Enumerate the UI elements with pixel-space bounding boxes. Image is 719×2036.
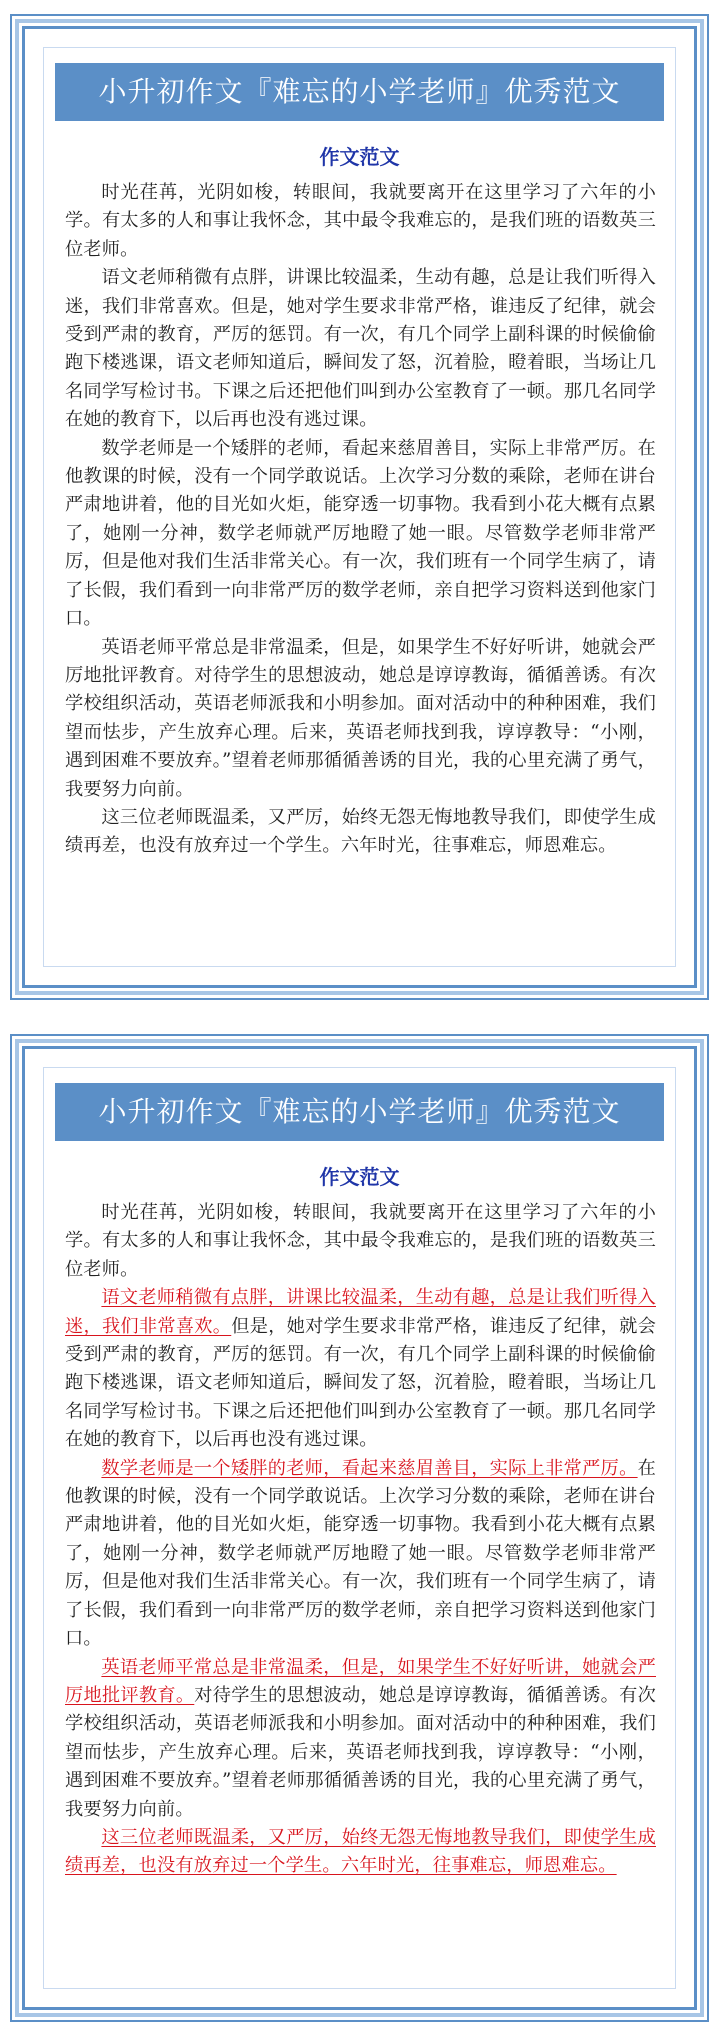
paragraph-chinese-teacher: 语文老师稍微有点胖，讲课比较温柔，生动有趣，总是让我们听得入迷，我们非常喜欢。但是，她对学生要求非常严格，谁违反了纪律，就会受到严肃的教育，严厉的惩罚。有一次，有几个同学上副科课的时候偷偷跑下楼逃课，语文老师知道后，瞬间发了怒，沉着脸，瞪着眼，当场让几名同学写检讨书。下课之后还把他们叫到办公室教育了一顿。那几名同学在她的教育下，以后再也没有逃过课。 — [65, 267, 656, 431]
paragraph-english-teacher: 英语老师平常总是非常温柔，但是，如果学生不好好听讲，她就会严厉地批评教育。对待学生的思想波动，她总是谆谆教诲，循循善诱。有次学校组织活动，英语老师派我和小明参加。面对活动中的种种困难，我们望而怯步，产生放弃心理。后来，英语老师找到我，谆谆教导：“小刚，遇到困难不要放弃。”望着老师那循循善诱的目光，我的心里充满了勇气，我要努力向前。 — [65, 636, 656, 800]
article-body — [65, 1199, 656, 1881]
paragraph-conclusion — [65, 1824, 656, 1881]
paragraph-intro: 时光荏苒，光阴如梭，转眼间，我就要离开在这里学习了六年的小学。有太多的人和事让我怀念，其中最令我难忘的，是我们班的语数英三位老师。 — [65, 182, 656, 260]
article-body — [65, 179, 656, 861]
paragraph-intro: 时光荏苒，光阴如梭，转眼间，我就要离开在这里学习了六年的小学。有太多的人和事让我怀念，其中最令我难忘的，是我们班的语数英三位老师。 — [65, 1202, 656, 1280]
paragraph-chinese-teacher: 语文老师稍微有点胖，讲课比较温柔，生动有趣，总是让我们听得入迷，我们非常喜欢。但是，她对学生要求非常严格，谁违反了纪律，就会受到严肃的教育，严厉的惩罚。有一次，有几个同学上副科课的时候偷偷跑下楼逃课，语文老师知道后，瞬间发了怒，沉着脸，瞪着眼，当场让几名同学写检讨书。下课之后还把他们叫到办公室教育了一顿。那几名同学在她的教育下，以后再也没有逃过课。 — [65, 1287, 656, 1451]
paragraph-conclusion: 这三位老师既温柔，又严厉，始终无怨无悔地教导我们，即使学生成绩再差，也没有放弃过一个学生。六年时光，往事难忘，师恩难忘。 — [65, 806, 656, 857]
key-sentence-highlight: 数学老师是一个矮胖的老师，看起来慈眉善目，实际上非常严厉。 — [101, 1457, 638, 1479]
article-subtitle: 作文范文 — [319, 1165, 400, 1189]
paragraph-math-teacher: 数学老师是一个矮胖的老师，看起来慈眉善目，实际上非常严厉。在他教课的时候，没有一个同学敢说话。上次学习分数的乘除，老师在讲台严肃地讲着，他的目光如火炬，能穿透一切事物。我看到小花大概有点累了，她刚一分神，数学老师就严厉地瞪了她一眼。尽管数学老师非常严厉，但是他对我们生活非常关心。有一次，我们班有一个同学生病了，请了长假，我们看到一向非常严厉的数学老师，亲自把学习资料送到他家门口。 — [65, 437, 656, 630]
article-title: 小升初作文『难忘的小学老师』优秀范文 — [55, 1083, 664, 1141]
paragraph-english-teacher: 英语老师平常总是非常温柔，但是，如果学生不好好听讲，她就会严厉地批评教育。对待学生的思想波动，她总是谆谆教诲，循循善诱。有次学校组织活动，英语老师派我和小明参加。面对活动中的种种困难，我们望而怯步，产生放弃心理。后来，英语老师找到我，谆谆教导：“小刚，遇到困难不要放弃。”望着老师那循循善诱的目光，我的心里充满了勇气，我要努力向前。 — [65, 1656, 656, 1820]
article-subtitle: 作文范文 — [319, 145, 400, 169]
article-card-annotated — [22, 1046, 697, 2010]
key-sentence-highlight: 英语老师平常总是非常温柔，但是，如果学生不好好听讲，她就会严厉地批评教育。 — [65, 1656, 656, 1706]
article-card-original — [22, 26, 697, 988]
key-sentence-highlight: 这三位老师既温柔，又严厉，始终无怨无悔地教导我们，即使学生成绩再差，也没有放弃过一个学生。六年时光，往事难忘，师恩难忘。 — [65, 1826, 656, 1877]
key-sentence-highlight: 语文老师稍微有点胖，讲课比较温柔，生动有趣，总是让我们听得入迷，我们非常喜欢。 — [65, 1287, 656, 1337]
paragraph-math-teacher: 数学老师是一个矮胖的老师，看起来慈眉善目，实际上非常严厉。在他教课的时候，没有一个同学敢说话。上次学习分数的乘除，老师在讲台严肃地讲着，他的目光如火炬，能穿透一切事物。我看到小花大概有点累了，她刚一分神，数学老师就严厉地瞪了她一眼。尽管数学老师非常严厉，但是他对我们生活非常关心。有一次，我们班有一个同学生病了，请了长假，我们看到一向非常严厉的数学老师，亲自把学习资料送到他家门口。 — [65, 1457, 656, 1650]
article-title: 小升初作文『难忘的小学老师』优秀范文 — [55, 63, 664, 121]
